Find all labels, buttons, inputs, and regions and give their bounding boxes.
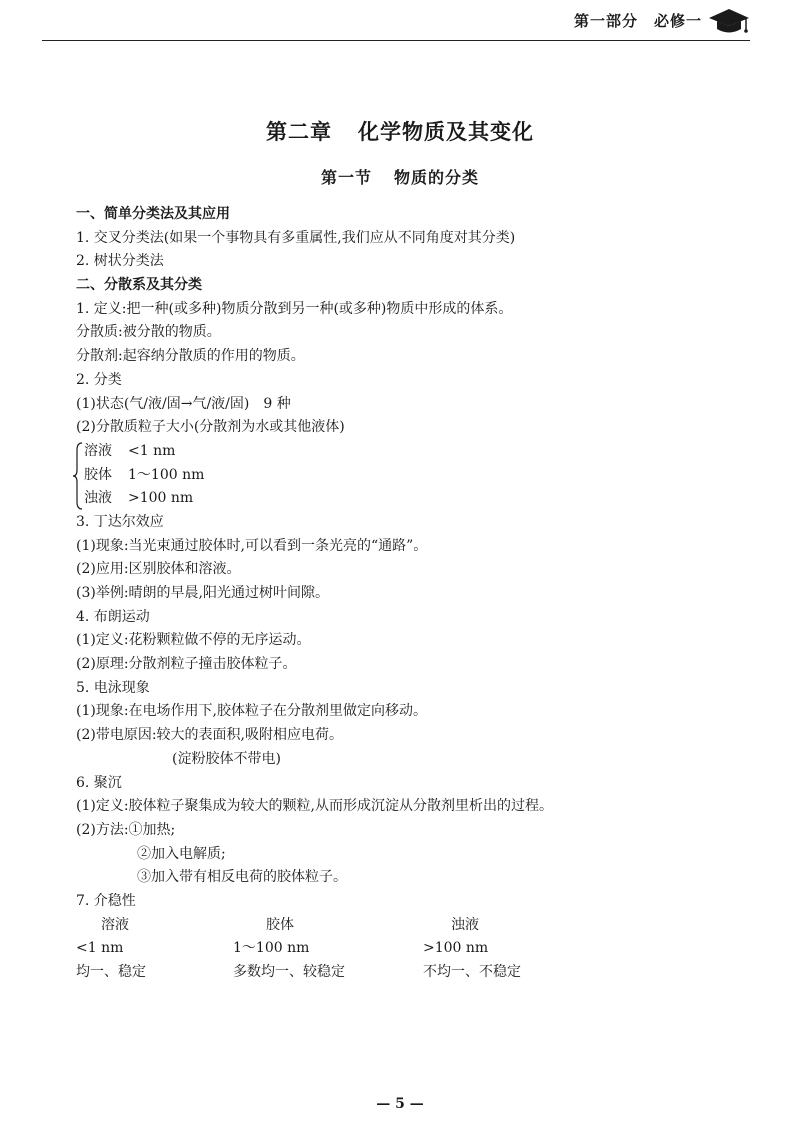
left-brace-icon — [73, 442, 83, 510]
text-line: ③加入带有相反电荷的胶体粒子。 — [137, 869, 347, 886]
list-item: 胶体 1～100 nm — [84, 466, 205, 483]
text-line: 7. 介稳性 — [76, 892, 136, 909]
table-cell: >100 nm — [423, 940, 489, 957]
text-line: 分散剂:起容纳分散质的作用的物质。 — [76, 348, 305, 365]
header-rule — [42, 40, 750, 41]
text-line: ②加入电解质; — [137, 845, 226, 862]
text-line: 1. 定义:把一种(或多种)物质分散到另一种(或多种)物质中形成的体系。 — [76, 300, 513, 317]
text-line: (1)状态(气/液/固→气/液/固) 9 种 — [76, 395, 291, 412]
text-line: (1)现象:当光束通过胶体时,可以看到一条光亮的“通路”。 — [76, 537, 428, 554]
text-line: 2. 树状分类法 — [76, 253, 164, 270]
text-line: (2)应用:区别胶体和溶液。 — [76, 561, 241, 578]
text-line: 5. 电泳现象 — [76, 679, 150, 696]
page-number: — 5 — — [376, 1096, 424, 1112]
text-line: (2)带电原因:较大的表面积,吸附相应电荷。 — [76, 727, 343, 744]
text-line: (1)定义:花粉颗粒做不停的无序运动。 — [76, 632, 311, 649]
table-header-cell: 胶体 — [266, 916, 294, 933]
table-cell: 1～100 nm — [233, 940, 310, 957]
text-line: 6. 聚沉 — [76, 774, 122, 791]
text-line: 2. 分类 — [76, 371, 122, 388]
table-row — [76, 961, 756, 985]
document-body — [76, 203, 756, 985]
text-line: (1)现象:在电场作用下,胶体粒子在分散剂里做定向移动。 — [76, 703, 427, 720]
text-line: (2)分散质粒子大小(分散剂为水或其他液体) — [76, 419, 345, 436]
text-line: (1)定义:胶体粒子聚集成为较大的颗粒,从而形成沉淀从分散剂里析出的过程。 — [76, 798, 553, 815]
chapter-name: 化学物质及其变化 — [358, 120, 534, 144]
table-cell: 多数均一、较稳定 — [233, 964, 345, 980]
section-name: 物质的分类 — [394, 168, 480, 187]
text-line: (2)原理:分散剂粒子撞击胶体粒子。 — [76, 656, 297, 673]
header-label: 第一部分 必修一 — [573, 12, 702, 30]
text-line: 分散质:被分散的物质。 — [76, 324, 221, 341]
graduation-cap-icon — [708, 6, 750, 36]
particle-size-list — [76, 440, 756, 511]
chapter-number: 第二章 — [266, 120, 332, 144]
table-header-cell: 溶液 — [101, 916, 129, 933]
section-title — [0, 165, 800, 188]
table-header-cell: 浊液 — [451, 916, 479, 933]
table-header-row — [76, 914, 756, 938]
list-item: 溶液 <1 nm — [84, 442, 176, 459]
list-item: 浊液 >100 nm — [84, 490, 194, 507]
table-cell: 均一、稳定 — [76, 964, 146, 980]
heading-simple-classification: 一、简单分类法及其应用 — [76, 206, 230, 222]
heading-dispersion-system: 二、分散系及其分类 — [76, 277, 202, 294]
text-line: (3)举例:晴朗的早晨,阳光通过树叶间隙。 — [76, 585, 329, 601]
table-cell: <1 nm — [76, 940, 124, 957]
text-line: (2)方法:①加热; — [76, 821, 176, 838]
text-line: 4. 布朗运动 — [76, 608, 150, 625]
table-row — [76, 937, 756, 961]
text-line: 3. 丁达尔效应 — [76, 513, 164, 530]
stability-table — [76, 914, 756, 985]
text-line: (淀粉胶体不带电) — [172, 750, 281, 767]
chapter-title — [0, 116, 800, 146]
section-number: 第一节 — [320, 168, 372, 187]
text-line: 1. 交叉分类法(如果一个事物具有多重属性,我们应从不同角度对其分类) — [76, 229, 516, 246]
table-cell: 不均一、不稳定 — [423, 964, 521, 980]
